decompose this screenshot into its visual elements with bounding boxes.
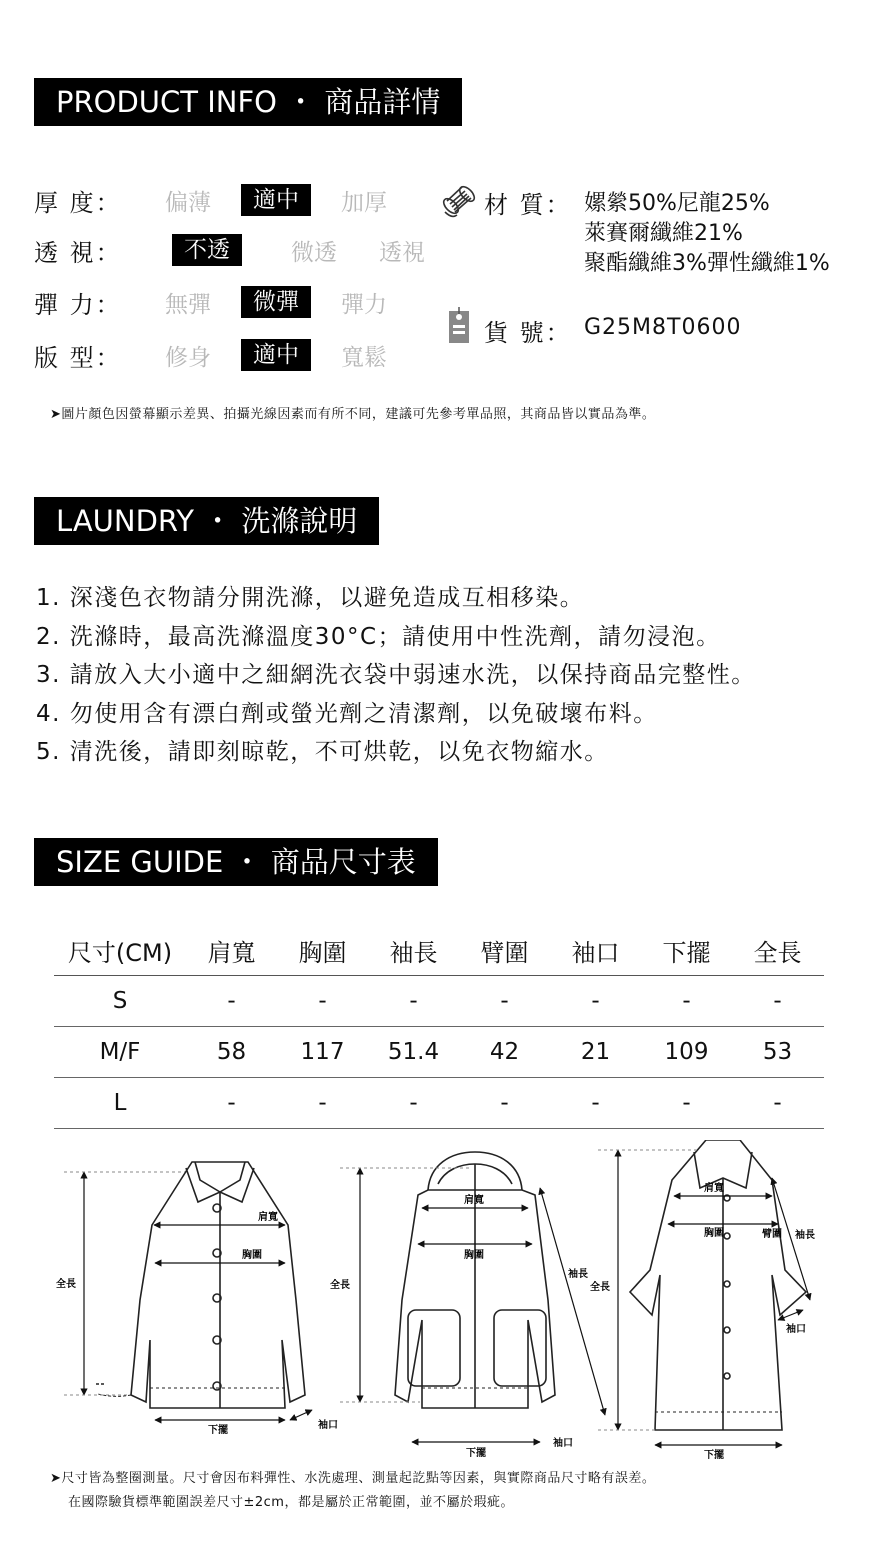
size-cell: -: [318, 988, 327, 1014]
attr-row-fit: [34, 338, 408, 372]
laundry-item: 1. 深淺色衣物請分開洗滌，以避免造成互相移染。: [36, 585, 585, 611]
diagram-label-arm: 臂圍: [762, 1229, 782, 1240]
laundry-item: 5. 清洗後，請即刻晾乾，不可烘乾，以免衣物縮水。: [36, 739, 609, 765]
size-table-header: [54, 926, 824, 976]
diagram-label-shoulder: 肩寬: [258, 1212, 278, 1223]
attr-option: 偏薄: [165, 189, 211, 216]
diagram-label-cuff: 袖口: [318, 1420, 338, 1431]
diagram-label-cuff: 袖口: [553, 1438, 573, 1449]
diagram-label-hem: 下擺: [704, 1450, 724, 1460]
material-line: 萊賽爾纖維21%: [584, 221, 743, 246]
material-label: 材 質：: [484, 191, 572, 219]
diagram-label-cuff: 袖口: [786, 1324, 806, 1335]
laundry-item: 2. 洗滌時，最高洗滌溫度30°C；請使用中性洗劑，請勿浸泡。: [36, 624, 721, 650]
diagram-label-length: 全長: [590, 1282, 610, 1293]
diagram-label-length: 全長: [56, 1279, 76, 1290]
diagram-label-sleeve: 袖長: [568, 1269, 588, 1280]
laundry-item: 3. 請放入大小適中之細網洗衣袋中弱速水洗，以保持商品完整性。: [36, 662, 756, 688]
size-cell: -: [409, 1090, 418, 1116]
diagram-label-sleeve: 袖長: [795, 1230, 815, 1241]
size-cell: 53: [762, 1039, 793, 1065]
attr-option: 微透: [291, 239, 337, 266]
size-cell: -: [500, 1090, 509, 1116]
size-cell: L: [113, 1090, 127, 1116]
table-row: [54, 1027, 824, 1078]
size-cell: -: [227, 1090, 236, 1116]
size-cell: -: [682, 988, 691, 1014]
laundry-header: LAUNDRY ・ 洗滌說明: [34, 497, 379, 545]
size-cell: -: [500, 988, 509, 1014]
size-cell: 21: [580, 1039, 611, 1065]
column-header: 肩寬: [207, 939, 256, 967]
diagram-label-shoulder: 肩寬: [704, 1183, 724, 1194]
size-guide-header: SIZE GUIDE ・ 商品尺寸表: [34, 838, 438, 886]
attr-option: 彈力: [341, 291, 387, 318]
diagram-label-chest: 胸圍: [464, 1250, 484, 1261]
material-line: 嫘縈50%尼龍25%: [584, 191, 770, 216]
size-cell: -: [682, 1090, 691, 1116]
table-row: [54, 976, 824, 1027]
diagram-label-shoulder: 肩寬: [464, 1195, 484, 1206]
attr-row-elasticity: [34, 285, 408, 319]
attr-option: 加厚: [341, 189, 387, 216]
size-cell: -: [227, 988, 236, 1014]
size-cell: M/F: [99, 1039, 141, 1065]
attr-row-sheerness: [34, 233, 446, 267]
diagram-label-chest: 胸圍: [704, 1228, 724, 1239]
column-header: 袖長: [389, 939, 438, 967]
size-cell: 42: [489, 1039, 520, 1065]
attr-option-selected: 不透: [172, 234, 242, 266]
size-note-1: ➤尺寸皆為整圈測量。尺寸會因布料彈性、水洗處理、測量起訖點等因素，與實際商品尺寸略有誤差。: [50, 1471, 656, 1486]
attr-label: 版 型：: [34, 343, 122, 372]
jacket-drawing-1: [96, 1162, 305, 1408]
diagram-label-hem: 下擺: [466, 1448, 486, 1459]
size-cell: S: [112, 988, 128, 1014]
column-header: 尺寸(CM): [67, 939, 173, 967]
size-cell: -: [591, 988, 600, 1014]
size-cell: 51.4: [387, 1039, 440, 1065]
size-cell: -: [773, 1090, 782, 1116]
attr-option: 寬鬆: [341, 344, 387, 371]
attr-label: 彈 力：: [34, 290, 122, 319]
column-header: 胸圍: [298, 939, 347, 967]
attr-option-selected: 微彈: [241, 286, 311, 318]
attr-option-selected: 適中: [241, 184, 311, 216]
size-cell: 109: [664, 1039, 709, 1065]
column-header: 袖口: [571, 939, 620, 967]
size-table: [54, 926, 824, 1129]
product-info-header: PRODUCT INFO ・ 商品詳情: [34, 78, 462, 126]
size-cell: 117: [300, 1039, 345, 1065]
attr-label: 透 視：: [34, 238, 122, 267]
size-cell: 58: [216, 1039, 247, 1065]
diagram-label-chest: 胸圍: [242, 1250, 262, 1261]
color-disclaimer: ➤圖片顏色因螢幕顯示差異、拍攝光線因素而有所不同，建議可先參考單品照，其商品皆以實品為準。: [50, 407, 656, 422]
column-header: 全長: [753, 939, 802, 967]
attr-option: 無彈: [165, 291, 211, 318]
attr-option: 修身: [165, 344, 211, 371]
attr-option-selected: 適中: [241, 339, 311, 371]
laundry-item: 4. 勿使用含有漂白劑或螢光劑之清潔劑，以免破壞布料。: [36, 701, 658, 727]
price-tag-icon: [446, 307, 472, 347]
measurement-diagrams: [0, 1140, 875, 1460]
attr-row-thickness: [34, 183, 408, 217]
column-header: 臂圍: [480, 939, 529, 967]
sku-label: 貨 號：: [484, 319, 572, 347]
jacket-drawing-2: [395, 1152, 555, 1408]
material-line: 聚酯纖維3%彈性纖維1%: [584, 251, 830, 276]
diagram-label-hem: 下擺: [208, 1425, 228, 1436]
attr-option: 透視: [379, 239, 425, 266]
size-note-2: 在國際驗貨標準範圍誤差尺寸±2cm，都是屬於正常範圍，並不屬於瑕疵。: [68, 1495, 514, 1510]
sku-value: G25M8T0600: [584, 315, 742, 340]
column-header: 下擺: [662, 939, 711, 967]
thread-spool-icon: [441, 182, 479, 220]
size-cell: -: [591, 1090, 600, 1116]
attr-label: 厚 度：: [34, 188, 122, 217]
size-cell: -: [318, 1090, 327, 1116]
size-cell: -: [773, 988, 782, 1014]
table-row: [54, 1078, 824, 1129]
diagram-label-length: 全長: [330, 1280, 350, 1291]
size-cell: -: [409, 988, 418, 1014]
